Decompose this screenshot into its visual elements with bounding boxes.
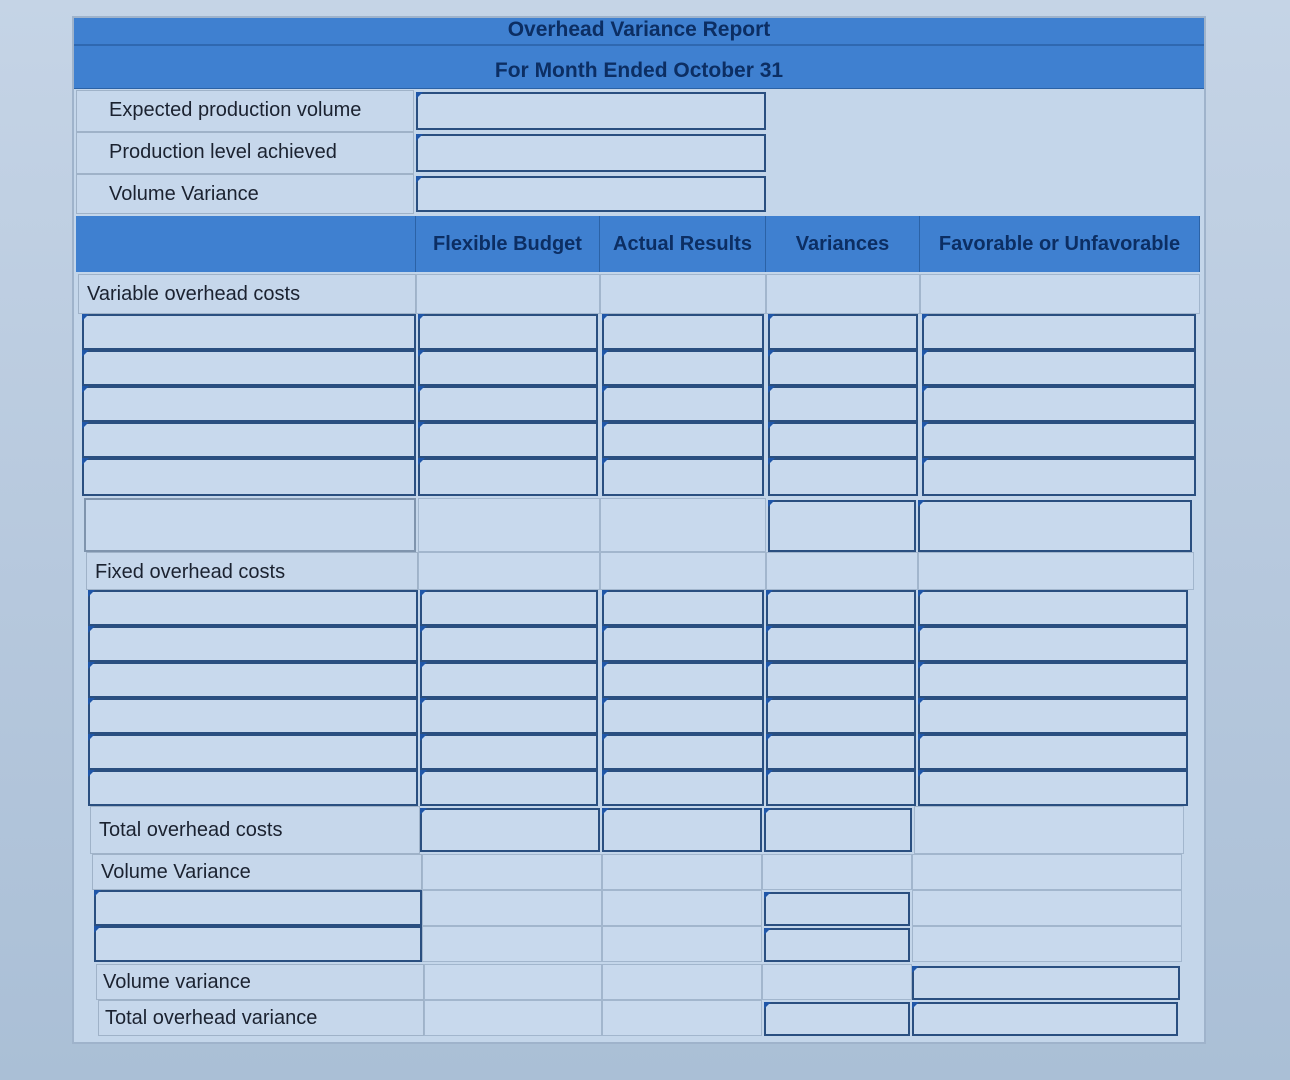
total-fav-unfav-cell — [914, 806, 1184, 854]
fixed-fav-unfav-select[interactable] — [918, 770, 1188, 806]
fixed-actual-input[interactable] — [602, 626, 764, 662]
variable-flexible-input[interactable] — [418, 458, 598, 496]
fixed-flexible-input[interactable] — [420, 770, 598, 806]
variable-total-label-cell — [84, 498, 416, 552]
volume-item-cell — [912, 926, 1182, 962]
fixed-variance-input[interactable] — [766, 662, 916, 698]
variable-header-cell — [920, 274, 1200, 314]
fixed-fav-unfav-select[interactable] — [918, 590, 1188, 626]
variable-actual-input[interactable] — [602, 422, 764, 458]
variable-total-variance-input[interactable] — [768, 500, 916, 552]
volume-item-cell — [602, 926, 762, 962]
volume-item-name-input[interactable] — [94, 890, 422, 926]
production-level-input[interactable] — [416, 134, 766, 172]
fixed-flexible-input[interactable] — [420, 698, 598, 734]
volume-variance-cell — [762, 964, 912, 1000]
variable-fav-unfav-select[interactable] — [922, 458, 1196, 496]
variable-flexible-input[interactable] — [418, 350, 598, 386]
volume-item-name-input[interactable] — [94, 926, 422, 962]
variable-fav-unfav-select[interactable] — [922, 314, 1196, 350]
variable-cost-name-input[interactable] — [82, 350, 416, 386]
variable-cost-name-input[interactable] — [82, 314, 416, 350]
volume-variance-top-label: Volume Variance — [76, 174, 414, 214]
fixed-header-cell — [418, 552, 600, 590]
total-flexible-input[interactable] — [420, 808, 600, 852]
volume-variance-cell — [602, 964, 762, 1000]
total-variance-cell — [602, 1000, 762, 1036]
volume-section-cell — [762, 854, 912, 890]
variable-flexible-input[interactable] — [418, 314, 598, 350]
fixed-flexible-input[interactable] — [420, 626, 598, 662]
fixed-variance-input[interactable] — [766, 698, 916, 734]
volume-item-value-input[interactable] — [764, 928, 910, 962]
fixed-overhead-label: Fixed overhead costs — [86, 552, 418, 590]
variable-flexible-input[interactable] — [418, 422, 598, 458]
report-title: Overhead Variance Report — [74, 18, 1204, 46]
total-variance-input[interactable] — [764, 808, 912, 852]
fixed-fav-unfav-select[interactable] — [918, 626, 1188, 662]
total-variance-value-input[interactable] — [764, 1002, 910, 1036]
fixed-actual-input[interactable] — [602, 662, 764, 698]
fixed-variance-input[interactable] — [766, 770, 916, 806]
fixed-flexible-input[interactable] — [420, 662, 598, 698]
fixed-fav-unfav-select[interactable] — [918, 734, 1188, 770]
fixed-actual-input[interactable] — [602, 590, 764, 626]
fixed-cost-name-input[interactable] — [88, 590, 418, 626]
expected-volume-input[interactable] — [416, 92, 766, 130]
fixed-variance-input[interactable] — [766, 590, 916, 626]
fixed-cost-name-input[interactable] — [88, 698, 418, 734]
volume-section-cell — [422, 854, 602, 890]
fixed-fav-unfav-select[interactable] — [918, 662, 1188, 698]
variable-total-fav-unfav-select[interactable] — [918, 500, 1192, 552]
total-variance-fav-unfav-select[interactable] — [912, 1002, 1178, 1036]
variable-total-actual-cell — [600, 498, 766, 552]
column-header-actual-results: Actual Results — [600, 216, 766, 272]
volume-item-cell — [912, 890, 1182, 926]
fixed-cost-name-input[interactable] — [88, 770, 418, 806]
column-header-favorable-unfavorable: Favorable or Unfavorable — [920, 216, 1200, 272]
fixed-flexible-input[interactable] — [420, 590, 598, 626]
fixed-cost-name-input[interactable] — [88, 734, 418, 770]
variable-cost-name-input[interactable] — [82, 422, 416, 458]
volume-section-cell — [912, 854, 1182, 890]
variable-total-flexible-cell — [418, 498, 600, 552]
fixed-actual-input[interactable] — [602, 770, 764, 806]
volume-item-cell — [422, 890, 602, 926]
fixed-actual-input[interactable] — [602, 698, 764, 734]
fixed-fav-unfav-select[interactable] — [918, 698, 1188, 734]
variable-variance-input[interactable] — [768, 422, 918, 458]
variance-report-sheet — [72, 16, 1206, 1044]
variable-actual-input[interactable] — [602, 458, 764, 496]
variable-overhead-label: Variable overhead costs — [78, 274, 416, 314]
total-overhead-label: Total overhead costs — [90, 806, 420, 854]
volume-item-cell — [602, 890, 762, 926]
variable-fav-unfav-select[interactable] — [922, 422, 1196, 458]
variable-variance-input[interactable] — [768, 386, 918, 422]
variable-cost-name-input[interactable] — [82, 458, 416, 496]
fixed-actual-input[interactable] — [602, 734, 764, 770]
variable-header-cell — [766, 274, 920, 314]
fixed-header-cell — [766, 552, 918, 590]
production-level-label: Production level achieved — [76, 132, 414, 174]
volume-section-cell — [602, 854, 762, 890]
total-overhead-variance-label: Total overhead variance — [98, 1000, 424, 1036]
volume-variance-section-label: Volume Variance — [92, 854, 422, 890]
variable-actual-input[interactable] — [602, 314, 764, 350]
variable-actual-input[interactable] — [602, 386, 764, 422]
variable-fav-unfav-select[interactable] — [922, 350, 1196, 386]
fixed-header-cell — [600, 552, 766, 590]
variable-header-cell — [600, 274, 766, 314]
fixed-variance-input[interactable] — [766, 734, 916, 770]
fixed-cost-name-input[interactable] — [88, 626, 418, 662]
variable-cost-name-input[interactable] — [82, 386, 416, 422]
volume-variance-top-input[interactable] — [416, 176, 766, 212]
volume-variance-row-label: Volume variance — [96, 964, 424, 1000]
variable-header-cell — [416, 274, 600, 314]
fixed-cost-name-input[interactable] — [88, 662, 418, 698]
volume-variance-fav-unfav-select[interactable] — [912, 966, 1180, 1000]
report-header — [74, 18, 1204, 89]
expected-volume-label: Expected production volume — [76, 90, 414, 132]
variable-flexible-input[interactable] — [418, 386, 598, 422]
volume-item-value-input[interactable] — [764, 892, 910, 926]
volume-item-cell — [422, 926, 602, 962]
column-header-blank — [76, 216, 416, 272]
fixed-flexible-input[interactable] — [420, 734, 598, 770]
fixed-variance-input[interactable] — [766, 626, 916, 662]
volume-variance-cell — [424, 964, 602, 1000]
variable-fav-unfav-select[interactable] — [922, 386, 1196, 422]
column-header-variances: Variances — [766, 216, 920, 272]
variable-variance-input[interactable] — [768, 458, 918, 496]
total-actual-input[interactable] — [602, 808, 762, 852]
column-header-flexible-budget: Flexible Budget — [416, 216, 600, 272]
fixed-header-cell — [918, 552, 1194, 590]
variable-variance-input[interactable] — [768, 350, 918, 386]
variable-actual-input[interactable] — [602, 350, 764, 386]
variable-variance-input[interactable] — [768, 314, 918, 350]
total-variance-cell — [424, 1000, 602, 1036]
report-subtitle: For Month Ended October 31 — [494, 59, 784, 82]
